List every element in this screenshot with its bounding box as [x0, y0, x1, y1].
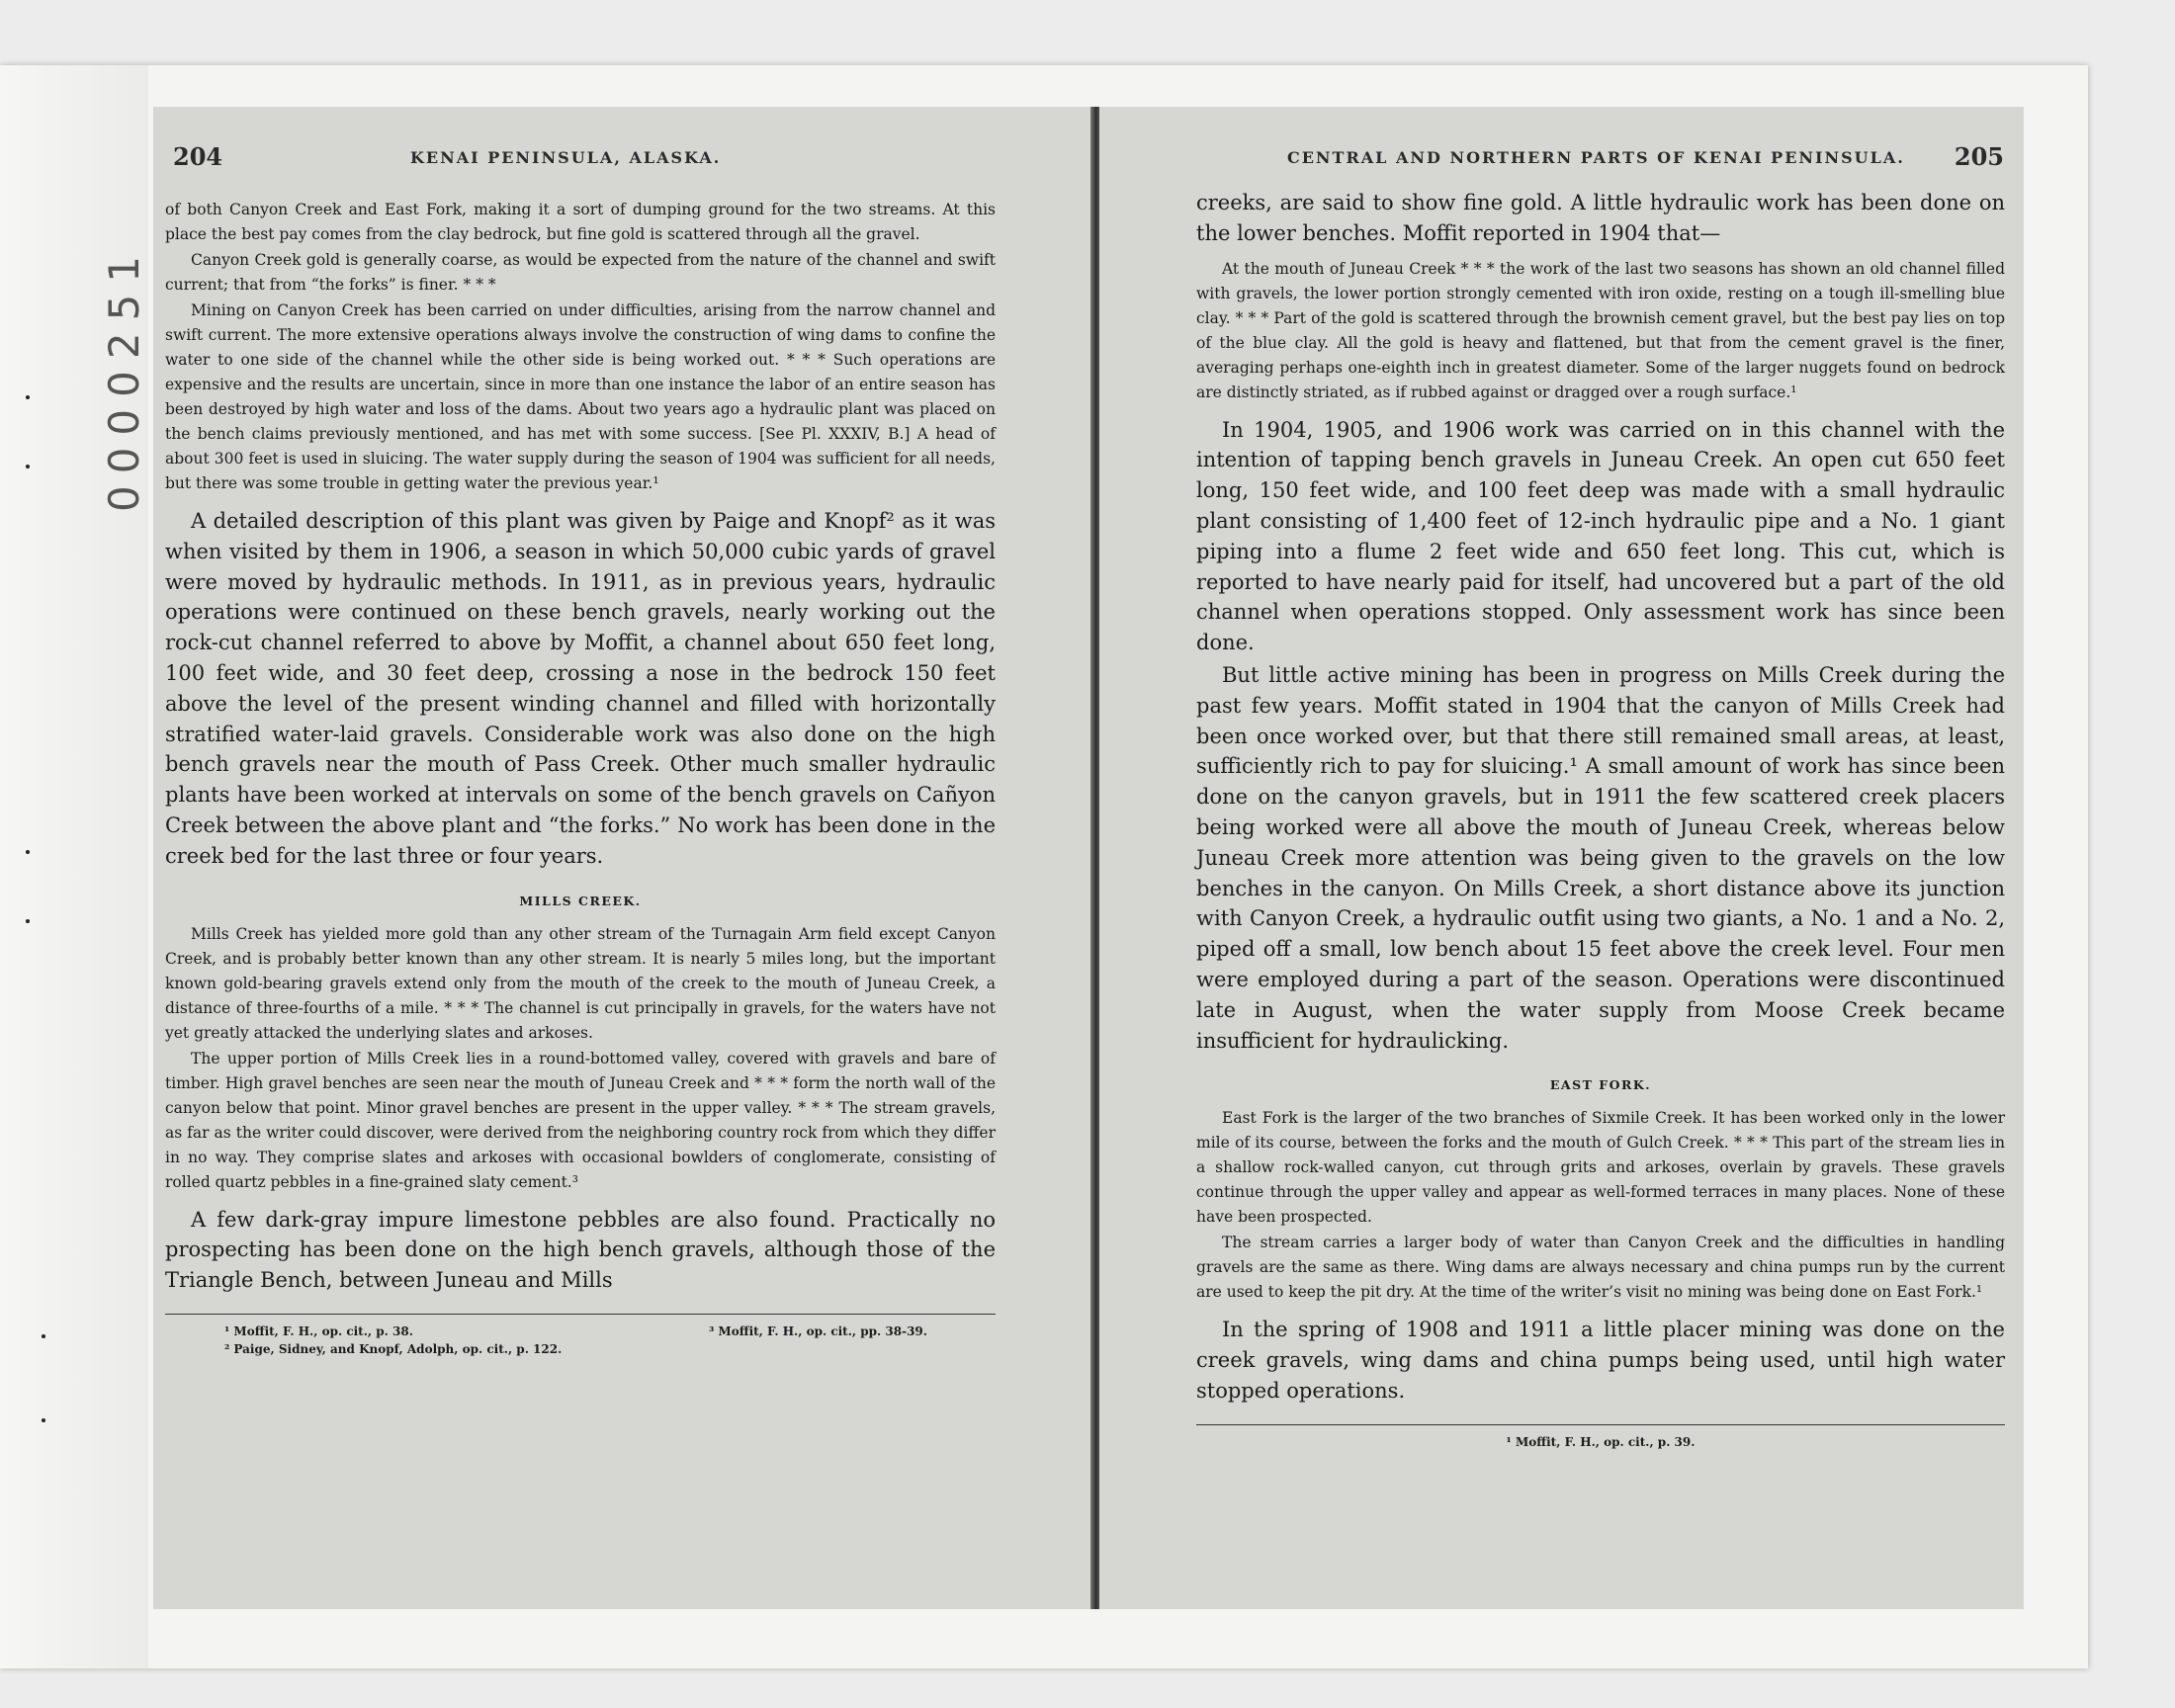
quote-paragraph: of both Canyon Creek and East Fork, making it a sort of dumping ground for the two streams. At this place the best pay comes from the clay bedrock, but fine gold is scattered through all the gravel. [165, 201, 996, 243]
film-speck [42, 1418, 45, 1422]
quote-paragraph: Canyon Creek gold is generally coarse, as would be expected from the nature of the channel and swift current; that from “the forks” is finer. * * * [165, 251, 996, 294]
section-heading: MILLS CREEK. [519, 893, 642, 908]
page-number: 205 [1954, 142, 2004, 171]
quote-paragraph: At the mouth of Juneau Creek * * * the work of the last two seasons has shown an old channel filled with gravels, the lower portion strongly cemented with iron oxide, resting on a tough ill-smelling blue clay. * * * Part of the gold is scattered through the brownish cement gravel, but the best pay lies on top of the blue clay. All the gold is heavy and flattened, but that from the cement gravel is the finer, averaging perhaps one-eighth inch in greatest diameter. Some of the larger nuggets found on bedrock are distinctly striated, as if rubbed against or dragged over a rough surface.¹ [1196, 259, 2005, 401]
body-paragraph: But little active mining has been in progress on Mills Creek during the past few years. Moffit stated in 1904 that the canyon of Mills Creek had been once worked over, but that there still remained small areas, at least, sufficiently rich to pay for sluicing.¹ A small amount of work has since been done on the canyon gravels, but in 1911 the few scattered creek placers being worked were all above the mouth of Juneau Creek, whereas below Juneau Creek more attention was being given to the gravels on the low benches in the canyon. On Mills Creek, a short distance above its junction with Canyon Creek, a hydraulic outfit using two giants, a No. 1 and a No. 2, piped off a small, low bench about 15 feet above the creek level. Four men were employed during a part of the season. Operations were discontinued late in August, when the water supply from Moose Creek became insufficient for hydraulicking. [1196, 662, 2005, 1053]
film-speck [26, 465, 30, 469]
footnote: ² Paige, Sidney, and Knopf, Adolph, op. cit., p. 122. [224, 1341, 563, 1356]
body-paragraph: In 1904, 1905, and 1906 work was carried on in this channel with the intention of tapping bench gravels in Juneau Creek. An open cut 650 feet long, 150 feet wide, and 100 feet deep was made with a small hydraulic plant consisting of 1,400 feet of 12-inch hydraulic pipe and a No. 1 giant piping into a flume 2 feet wide and 650 feet long. This cut, which is reported to have nearly paid for itself, had uncovered but a part of the old channel when operations stopped. Only assessment work has since been done. [1196, 417, 2005, 655]
quote-paragraph: Mills Creek has yielded more gold than any other stream of the Turnagain Arm field except Canyon Creek, and is probably better known than any other stream. It is nearly 5 miles long, but the important known gold-bearing gravels extend only from the mouth of the creek to the mouth of Juneau Creek, a distance of three-fourths of a mile. * * * The channel is cut principally in gravels, for the waters have not yet greatly attacked the underlying slates and arkoses. [165, 924, 996, 1042]
left-text-column [165, 198, 996, 1358]
left-page-header [163, 142, 1083, 172]
film-speck [26, 919, 30, 923]
body-paragraph: A detailed description of this plant was given by Paige and Knopf² as it was when visited by them in 1906, a season in which 50,000 cubic yards of gravel were moved by hydraulic methods. In 1911, as in previous years, hydraulic operations were continued on these bench gravels, nearly working out the rock-cut channel referred to above by Moffit, a channel about 650 feet long, 100 feet wide, and 30 feet deep, crossing a nose in the bedrock 150 feet above the level of the present winding channel and filled with horizontally stratified water-laid gravels. Considerable work was also done on the high bench gravels near the mouth of Pass Creek. Other much smaller hydraulic plants have been worked at intervals on some of the bench gravels on Cañyon Creek between the above plant and “the forks.” No work has been done in the creek bed for the last three or four years. [165, 509, 996, 868]
footnotes [165, 1323, 996, 1340]
footnote: ¹ Moffit, F. H., op. cit., p. 39. [1506, 1434, 1696, 1449]
footnote-rule [1196, 1424, 2005, 1425]
film-speck [42, 1334, 45, 1338]
body-paragraph: creeks, are said to show fine gold. A little hydraulic work has been done on the lower benches. Moffit reported in 1904 that— [1196, 191, 2005, 245]
quote-paragraph: Mining on Canyon Creek has been carried on under difficulties, arising from the narrow channel and swift current. The more extensive operations always involve the construction of wing dams to confine the water to one side of the channel while the other side is being worked out. * * * Such operations are expensive and the results are uncertain, since in more than one instance the labor of an entire season has been destroyed by high water and loss of the dams. About two years ago a hydraulic plant was placed on the bench claims previously mentioned, and has met with some success. [See Pl. XXXIV, B.] A head of about 300 feet is used in sluicing. The water supply during the season of 1904 was sufficient for all needs, but there was some trouble in getting water the previous year.¹ [165, 301, 996, 492]
body-paragraph: A few dark-gray impure limestone pebbles are also found. Practically no prospecting has been done on the high bench gravels, although those of the Triangle Bench, between Juneau and Mills [165, 1207, 996, 1293]
right-page [1099, 107, 2024, 1609]
footnote-rule [165, 1314, 996, 1315]
running-head: CENTRAL AND NORTHERN PARTS OF KENAI PENINSULA. [1287, 148, 1905, 167]
frame-number [67, 243, 149, 513]
right-text-column [1196, 191, 2005, 1451]
body-paragraph: In the spring of 1908 and 1911 a little placer mining was done on the creek gravels, wing dams and china pumps being used, until high water stopped operations. [1196, 1318, 2005, 1403]
footnote: ¹ Moffit, F. H., op. cit., p. 38. [224, 1324, 413, 1338]
quote-paragraph: The stream carries a larger body of water than Canyon Creek and the difficulties in handling gravels are the same as there. Wing dams are always necessary and china pumps run by the current are used to keep the pit dry. At the time of the writer’s visit no mining was being done on East Fork.¹ [1196, 1234, 2005, 1302]
left-page [153, 107, 1092, 1609]
running-head: KENAI PENINSULA, ALASKA. [410, 148, 722, 167]
film-speck [26, 395, 30, 399]
film-speck [26, 850, 30, 854]
footnote: ³ Moffit, F. H., op. cit., pp. 38-39. [709, 1324, 927, 1338]
quote-paragraph: The upper portion of Mills Creek lies in a round-bottomed valley, covered with gravels and bare of timber. High gravel benches are seen near the mouth of Juneau Creek and * * * form the north wall of the canyon below that point. Minor gravel benches are present in the upper valley. * * * The stream gravels, as far as the writer could discover, were derived from the neighboring country rock from which they differ in no way. They comprise slates and arkoses with occasional bowlders of conglomerate, consisting of rolled quartz pebbles in a fine-grained slaty cement.³ [165, 1049, 996, 1191]
frame-number-text: 0000251 [100, 243, 149, 513]
quote-paragraph: East Fork is the larger of the two branches of Sixmile Creek. It has been worked only in the lower mile of its course, between the forks and the mouth of Gulch Creek. * * * This part of the stream lies in a shallow rock-walled canyon, cut through grits and arkoses, overlain by gravels. These gravels continue through the upper valley and appear as well-formed terraces in many places. None of these have been prospected. [1196, 1109, 2005, 1227]
right-page-header [1109, 142, 2014, 172]
page-number: 204 [173, 142, 223, 171]
section-heading: EAST FORK. [1549, 1077, 1652, 1093]
